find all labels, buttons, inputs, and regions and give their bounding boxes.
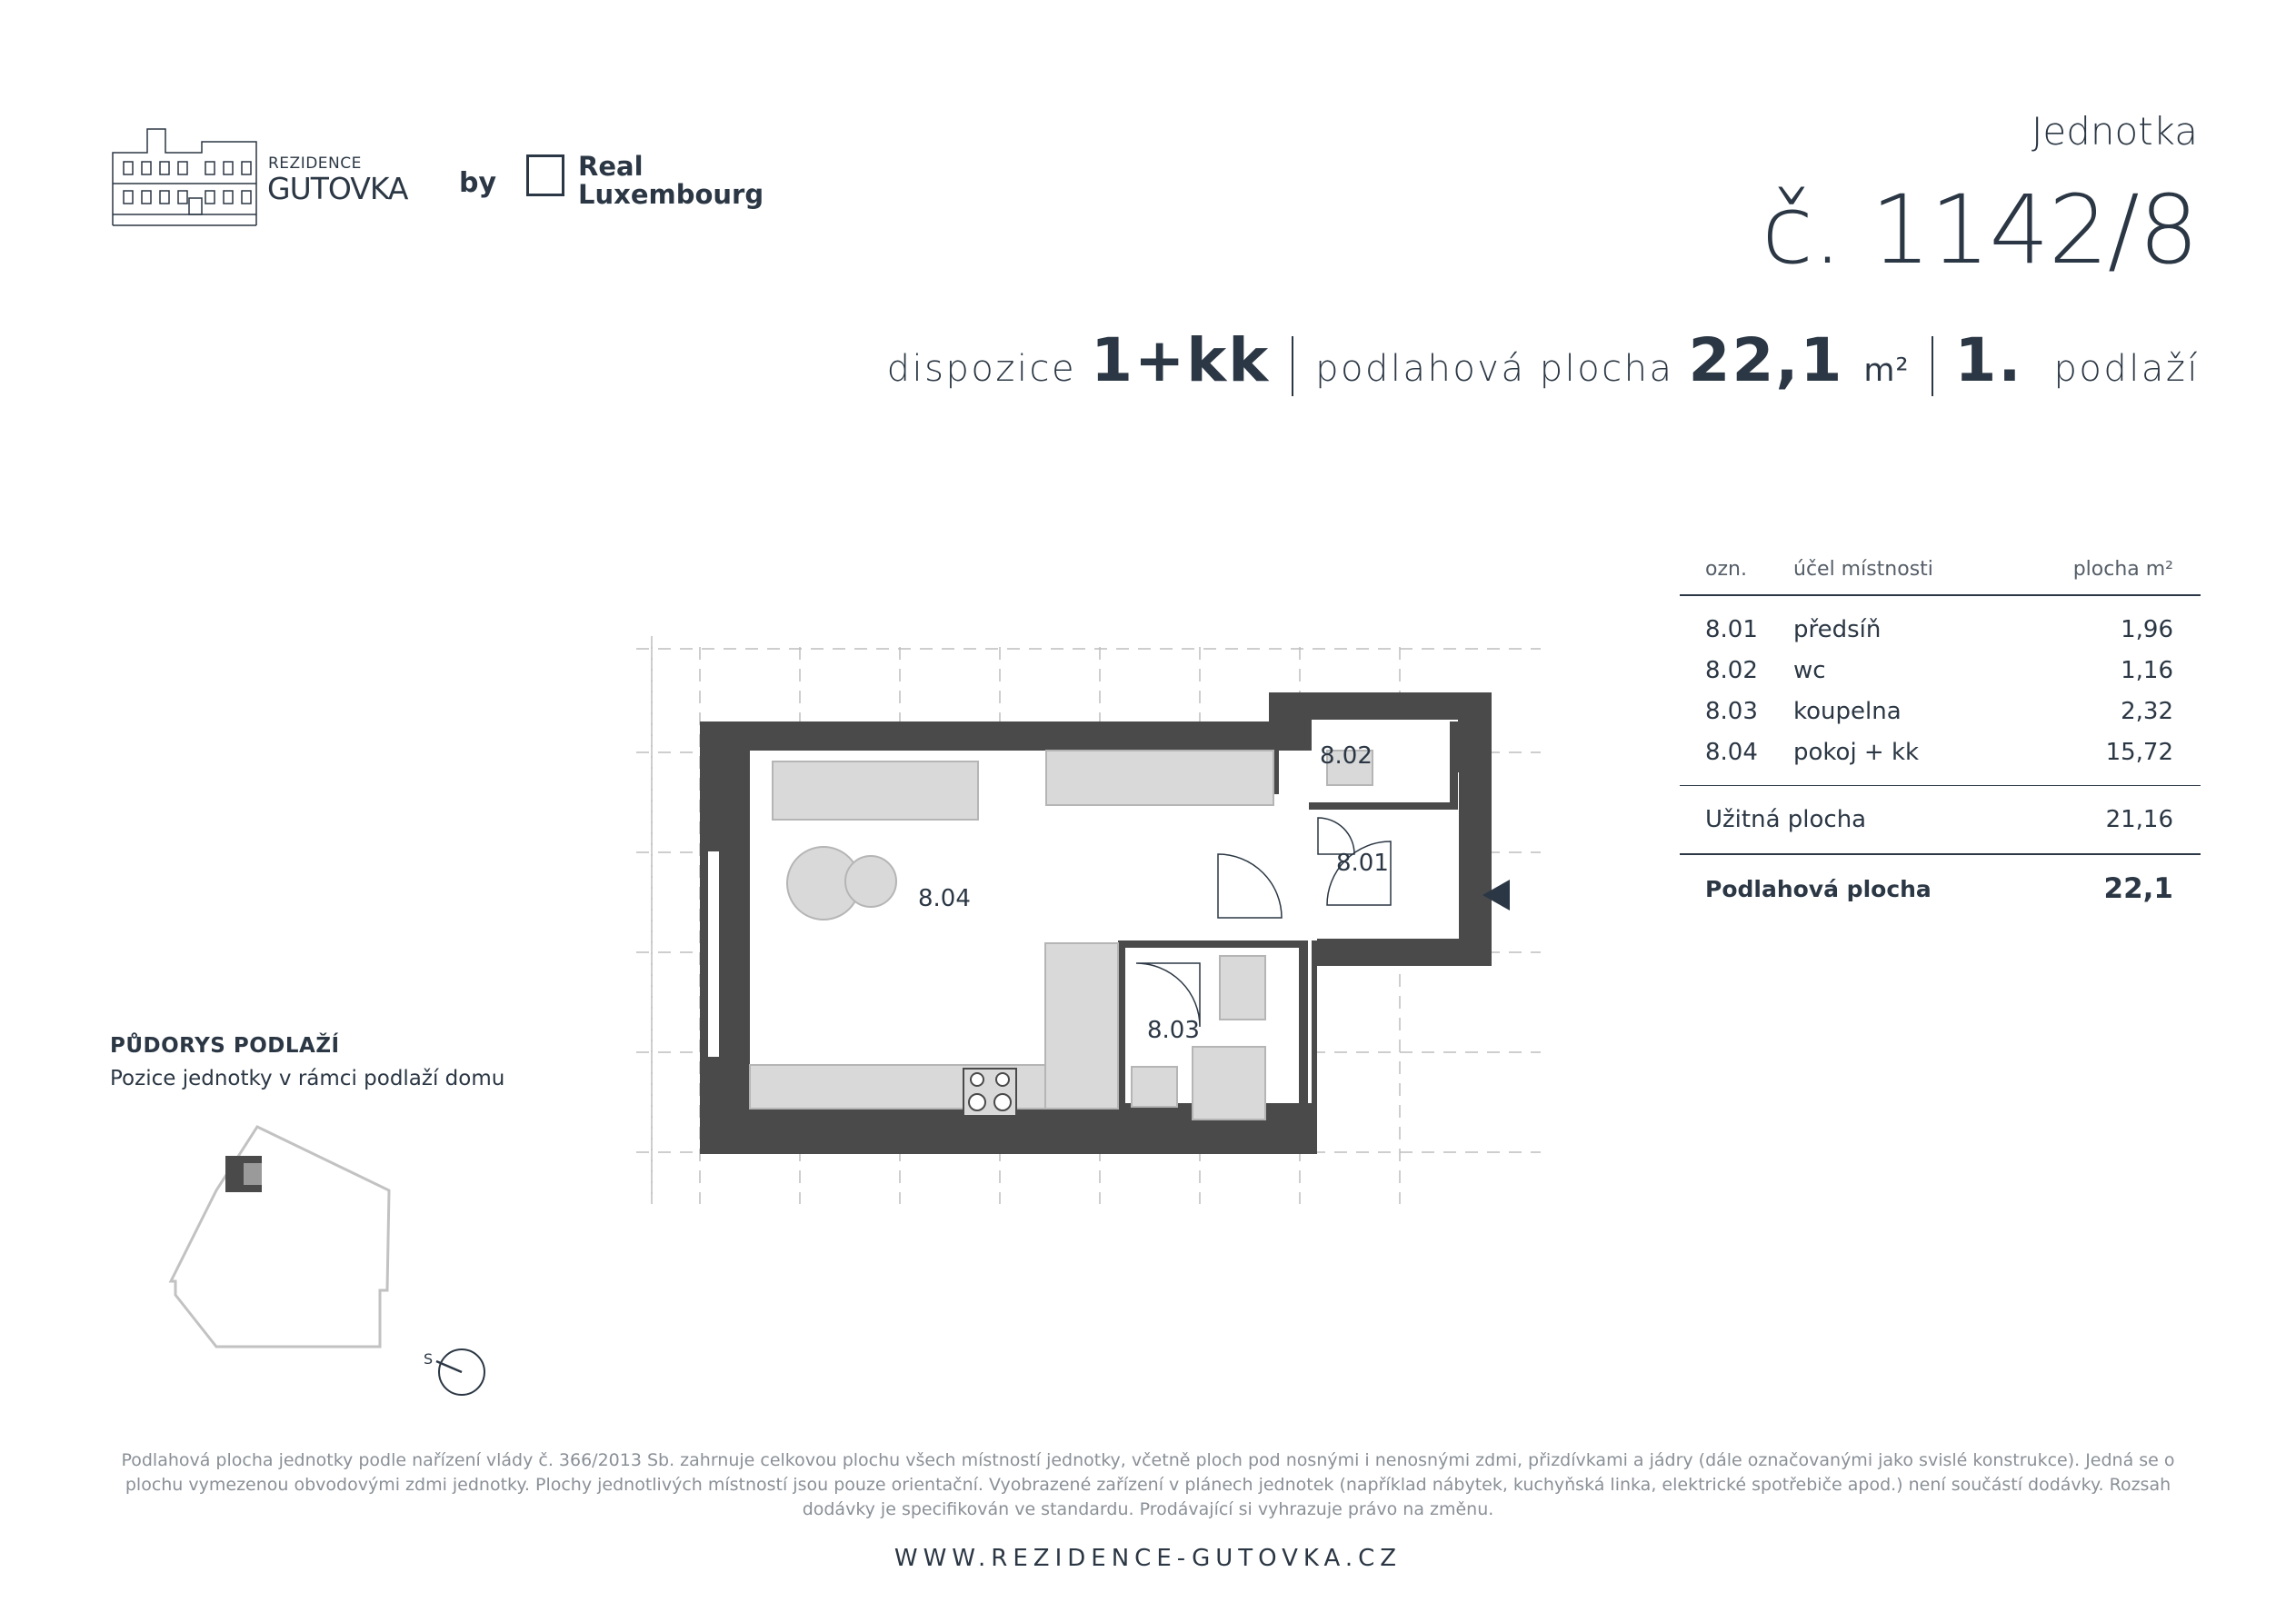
kitchen-unit-icon [1045, 943, 1118, 1109]
room-id: 8.04 [1705, 738, 1758, 766]
washing-machine-icon [1220, 956, 1265, 1020]
header-id: ozn. [1705, 557, 1747, 581]
layout-label: dispozice [886, 348, 1077, 390]
partner-line2: Luxembourg [578, 179, 764, 210]
floor-area-value: 22,1 [2103, 872, 2173, 905]
room-label: 8.02 [1320, 742, 1373, 770]
floor-area-row [1680, 855, 2201, 922]
brand-big: GUTOVKA [267, 171, 408, 206]
floor-area-label: Podlahová plocha [1705, 875, 1932, 902]
usable-area-label: Užitná plocha [1705, 806, 1867, 833]
header-name: účel místnosti [1793, 557, 1933, 581]
room-name: koupelna [1793, 697, 1902, 725]
table-row [1680, 691, 2201, 731]
disclaimer-line: dodávky je specifikován ve standardu. Prodávající si vyhrazuje právo na změnu. [802, 1499, 1494, 1519]
room-area: 1,16 [2121, 656, 2173, 684]
unit-number: č. 1142/8 [1761, 174, 2198, 285]
wc-right-wall [1450, 721, 1458, 803]
chair-icon [845, 856, 896, 907]
header-logo [111, 125, 765, 234]
usable-area-value: 21,16 [2105, 806, 2173, 833]
divider [1292, 336, 1293, 396]
room-area: 2,32 [2121, 697, 2173, 725]
floor-minimap [107, 1109, 507, 1408]
table-row [1680, 731, 2201, 772]
floor-overview-subtitle: Pozice jednotky v rámci podlaží domu [110, 1067, 505, 1090]
unit-highlight-inner [244, 1163, 262, 1185]
wardrobe-icon [1046, 751, 1273, 805]
usable-area-row [1680, 786, 2201, 853]
room-name: pokoj + kk [1793, 738, 1920, 766]
room-area: 15,72 [2105, 738, 2173, 766]
brand-small: REZIDENCE [268, 154, 362, 173]
room-label: 8.01 [1336, 850, 1389, 877]
partner-name [578, 153, 764, 209]
table-row [1680, 609, 2201, 650]
floor-value: 1. [1954, 325, 2023, 395]
room-name: předsíň [1793, 615, 1882, 643]
table-header [1680, 543, 2201, 594]
shower-icon [1193, 1047, 1265, 1119]
header-area: plocha m² [2072, 557, 2173, 581]
area-value: 22,1 [1688, 325, 1844, 395]
floor-plan [636, 636, 1545, 1218]
divider [1932, 336, 1933, 396]
sink-icon [1132, 1067, 1177, 1107]
room-name: wc [1793, 656, 1826, 684]
by-label: by [459, 167, 497, 199]
website-link[interactable]: WWW.REZIDENCE-GUTOVKA.CZ [893, 1545, 1403, 1572]
disclaimer [109, 1448, 2187, 1522]
room-id: 8.03 [1705, 697, 1758, 725]
layout-value: 1+kk [1091, 325, 1271, 395]
area-unit: m² [1863, 353, 1910, 389]
cooktop-icon [963, 1069, 1016, 1116]
compass-label: S [424, 1350, 434, 1368]
room-label: 8.03 [1147, 1017, 1200, 1044]
area-label: podlahová plocha [1315, 348, 1674, 390]
building-outline [171, 1127, 389, 1347]
disclaimer-line: plochu vymezenou obvodovými zdmi jednotky. Plochy jednotlivých místností jsou pouze orientační. Vyobrazené zařízení v plánech jednotek (například nábytek, kuchyňská linka, elektrické spotřebiče apod.) není součástí dodávky. Rozsah [125, 1475, 2171, 1495]
floor-label: podlaží [2053, 348, 2200, 390]
room-id: 8.01 [1705, 615, 1758, 643]
building-icon [111, 125, 265, 227]
partner-line1: Real [578, 151, 644, 182]
partner-logo-icon [526, 154, 564, 196]
floor-overview-title: PŮDORYS PODLAŽÍ [110, 1034, 340, 1058]
room-label: 8.04 [918, 885, 971, 912]
wc-wall [1309, 802, 1458, 810]
unit-summary [887, 325, 2200, 407]
disclaimer-line: Podlahová plocha jednotky podle nařízení vlády č. 366/2013 Sb. zahrnuje celkovou plochu všech místností jednotky, včetně ploch pod nosnými i nenosnými zdmi, přizdívkami a jádry (dále označovanými jako svislé konstrukce). Jedná se o [121, 1450, 2175, 1470]
room-table [1680, 543, 2201, 922]
table-row [1680, 650, 2201, 691]
room-area: 1,96 [2121, 615, 2173, 643]
room-id: 8.02 [1705, 656, 1758, 684]
unit-label: Jednotka [2031, 109, 2198, 154]
window [707, 851, 720, 1058]
sofa-icon [773, 761, 978, 820]
